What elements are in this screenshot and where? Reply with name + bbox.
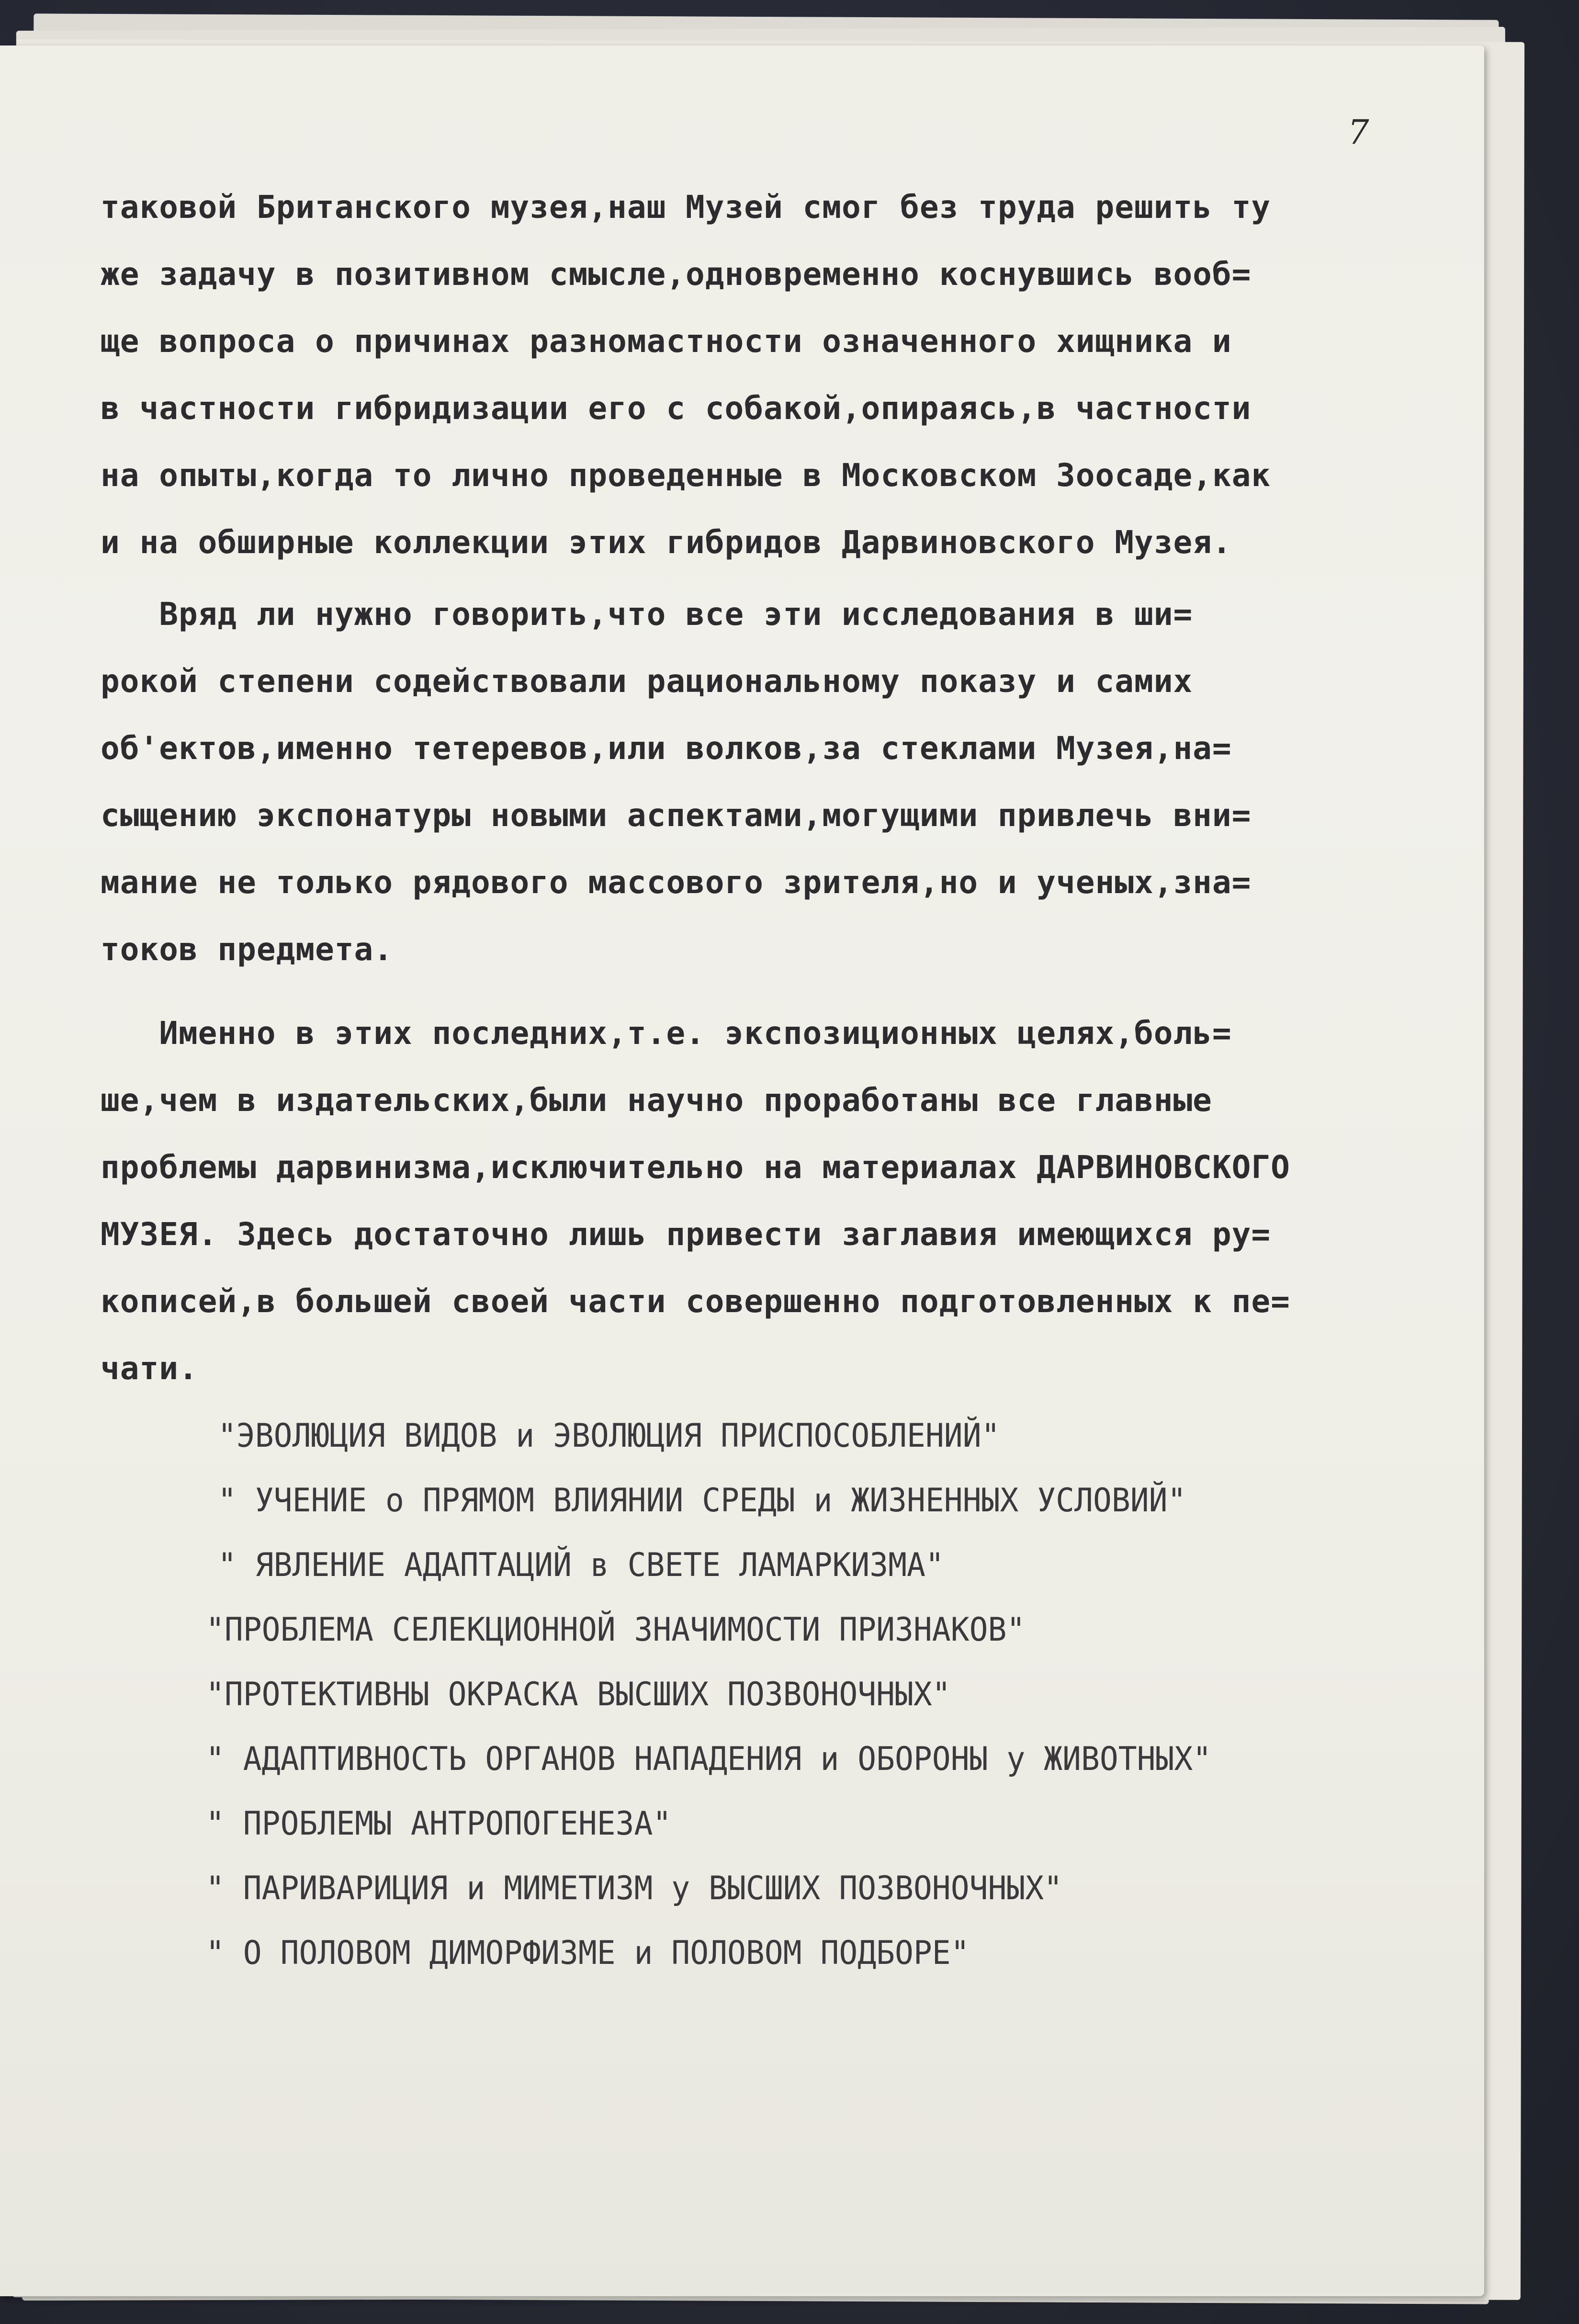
manuscript-title: "ПРОТЕКТИВНЫ ОКРАСКА ВЫСШИХ ПОЗВОНОЧНЫХ" — [206, 1676, 951, 1713]
text-line: ще вопроса о причинах разномастности означенного хищника и — [101, 323, 1232, 360]
manuscript-title: "ПРОБЛЕМА СЕЛЕКЦИОННОЙ ЗНАЧИМОСТИ ПРИЗНАКОВ" — [206, 1611, 1026, 1649]
manuscript-title: "ЭВОЛЮЦИЯ ВИДОВ и ЭВОЛЮЦИЯ ПРИСПОСОБЛЕНИЙ" — [218, 1417, 1000, 1455]
text-line: таковой Британского музея,наш Музей смог без труда решить ту — [101, 189, 1271, 226]
text-line: Именно в этих последних,т.е. экспозиционных целях,боль= — [101, 1015, 1232, 1052]
manuscript-title: " УЧЕНИЕ о ПРЯМОМ ВЛИЯНИИ СРЕДЫ и ЖИЗНЕННЫХ УСЛОВИЙ" — [218, 1482, 1186, 1519]
text-line: об'ектов,именно тетеревов,или волков,за стеклами Музея,на= — [101, 730, 1232, 767]
text-line: рокой степени содействовали рациональному показу и самих — [101, 663, 1193, 700]
manuscript-title: " ПАРИВАРИЦИЯ и МИМЕТИЗМ у ВЫСШИХ ПОЗВОНОЧНЫХ" — [206, 1870, 1063, 1907]
text-line: мание не только рядового массового зрителя,но и ученых,зна= — [101, 864, 1252, 901]
text-line: на опыты,когда то лично проведенные в Московском Зоосаде,как — [101, 457, 1271, 494]
manuscript-title: " ЯВЛЕНИЕ АДАПТАЦИЙ в СВЕТЕ ЛАМАРКИЗМА" — [218, 1546, 944, 1584]
text-line: чати. — [101, 1350, 198, 1387]
text-line: ше,чем в издательских,были научно проработаны все главные — [101, 1082, 1212, 1119]
text-line: же задачу в позитивном смысле,одновременно коснувшись вооб= — [101, 256, 1252, 293]
text-line: и на обширные коллекции этих гибридов Дарвиновского Музея. — [101, 524, 1232, 561]
text-line: токов предмета. — [101, 931, 394, 968]
typewritten-page — [0, 45, 1484, 2296]
text-line: сыщению экспонатуры новыми аспектами,могущими привлечь вни= — [101, 797, 1252, 834]
text-line: Вряд ли нужно говорить,что все эти исследования в ши= — [101, 596, 1193, 633]
text-line: в частности гибридизации его с собакой,опираясь,в частности — [101, 390, 1252, 427]
text-line: кописей,в большей своей части совершенно подготовленных к пе= — [101, 1283, 1290, 1320]
page-number: 7 — [1348, 113, 1369, 152]
text-line: проблемы дарвинизма,исключительно на материалах ДАРВИНОВСКОГО — [101, 1149, 1290, 1186]
text-line: МУЗЕЯ. Здесь достаточно лишь привести заглавия имеющихся ру= — [101, 1216, 1271, 1253]
manuscript-title: " О ПОЛОВОМ ДИМОРФИЗМЕ и ПОЛОВОМ ПОДБОРЕ" — [206, 1934, 970, 1972]
manuscript-title: " АДАПТИВНОСТЬ ОРГАНОВ НАПАДЕНИЯ и ОБОРОНЫ у ЖИВОТНЫХ" — [206, 1740, 1212, 1778]
manuscript-title: " ПРОБЛЕМЫ АНТРОПОГЕНЕЗА" — [206, 1805, 672, 1843]
